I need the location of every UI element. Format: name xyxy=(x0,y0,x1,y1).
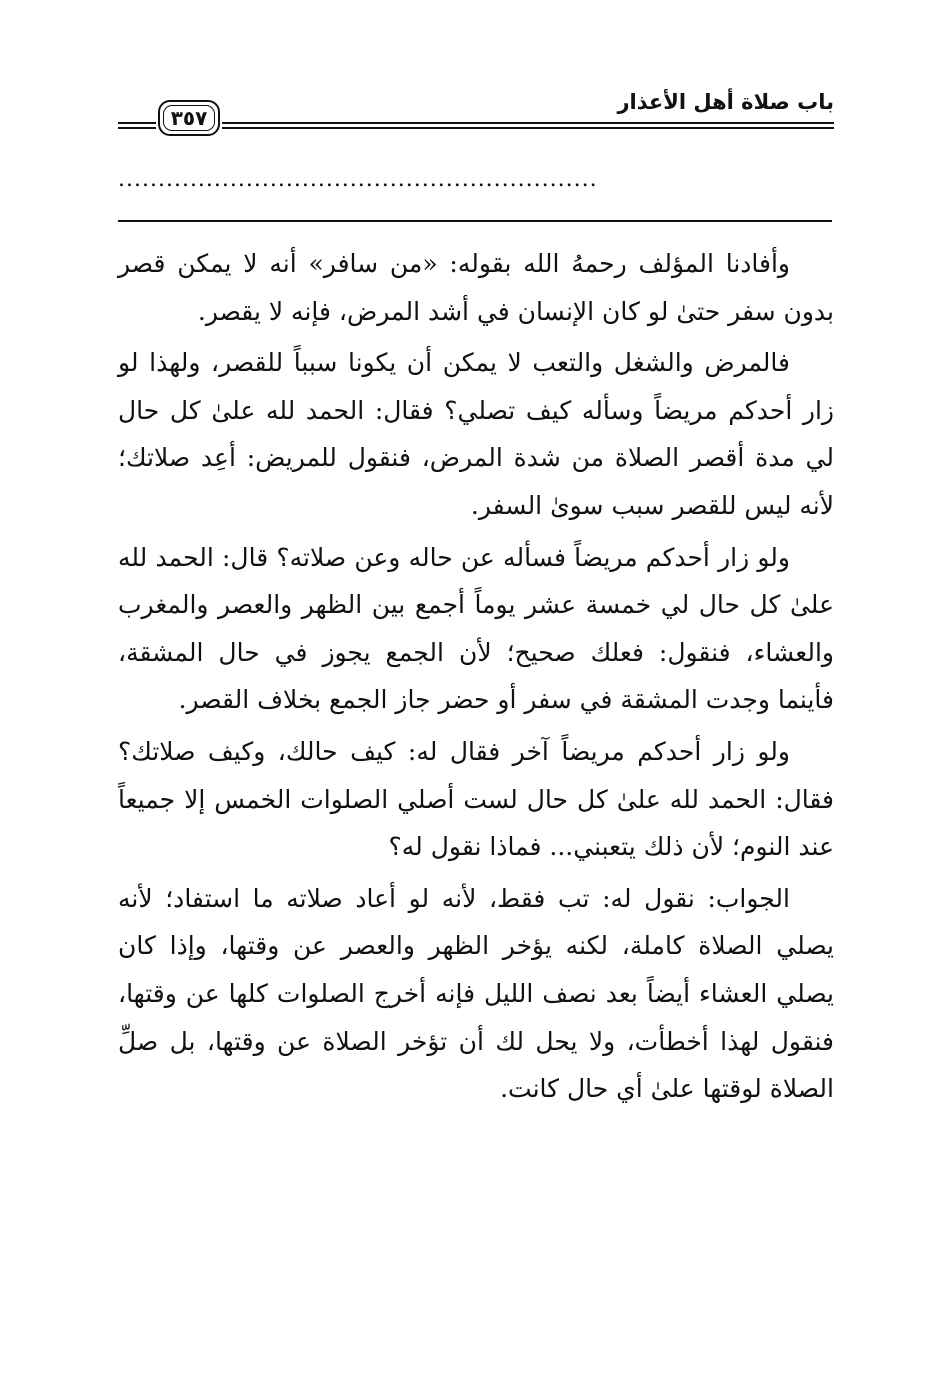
dot-leader-separator: ............................................................ xyxy=(118,168,598,192)
paragraph: ولو زار أحدكم مريضاً آخر فقال له: كيف حالك، وكيف صلاتك؟ فقال: الحمد لله علىٰ كل حال لست أصلي الصلوات الخمس إلا جميعاً عند النوم؛ لأن ذلك يتعبني... فماذا نقول له؟ xyxy=(118,736,834,862)
paragraph: فالمرض والشغل والتعب لا يمكن أن يكونا سبباً للقصر، ولهذا لو زار أحدكم مريضاً وسأله كيف تصلي؟ فقال: الحمد لله علىٰ كل حال لي مدة أقصر الصلاة من شدة المرض، فنقول للمريض: أعِد صلاتك؛ لأنه ليس للقصر سبب سوىٰ السفر. xyxy=(118,348,834,520)
page-header xyxy=(118,84,834,140)
separator-rule xyxy=(118,220,832,222)
paragraph: الجواب: نقول له: تب فقط، لأنه لو أعاد صلاته ما استفاد؛ لأنه يصلي الصلاة كاملة، لكنه يؤخر الظهر والعصر عن وقتها، وإذا كان يصلي العشاء أيضاً بعد نصف الليل فإنه أخرج الصلوات كلها عن وقتها، فنقول لهذا أخطأت، ولا يحل لك أن تؤخر الصلاة عن وقتها، بل صلِّ الصلاة لوقتها علىٰ أي حال كانت. xyxy=(118,883,834,1104)
body-text xyxy=(118,240,834,1113)
header-rule-left xyxy=(118,122,156,129)
paragraph: ولو زار أحدكم مريضاً فسأله عن حاله وعن صلاته؟ قال: الحمد لله علىٰ كل حال لي خمسة عشر يوماً أجمع بين الظهر والعصر والمغرب والعشاء، فنقول: فعلك صحيح؛ لأن الجمع يجوز في حال المشقة، فأينما وجدت المشقة في سفر أو حضر جاز الجمع بخلاف القصر. xyxy=(118,542,834,715)
header-rule-right xyxy=(222,122,834,129)
page-number-badge: ٣٥٧ xyxy=(158,100,220,136)
chapter-title: باب صلاة أهل الأعذار xyxy=(617,90,834,114)
paragraph: وأفادنا المؤلف رحمهُ الله بقوله: «من سافر» أنه لا يمكن قصر بدون سفر حتىٰ لو كان الإنسان في أشد المرض، فإنه لا يقصر. xyxy=(118,249,834,326)
